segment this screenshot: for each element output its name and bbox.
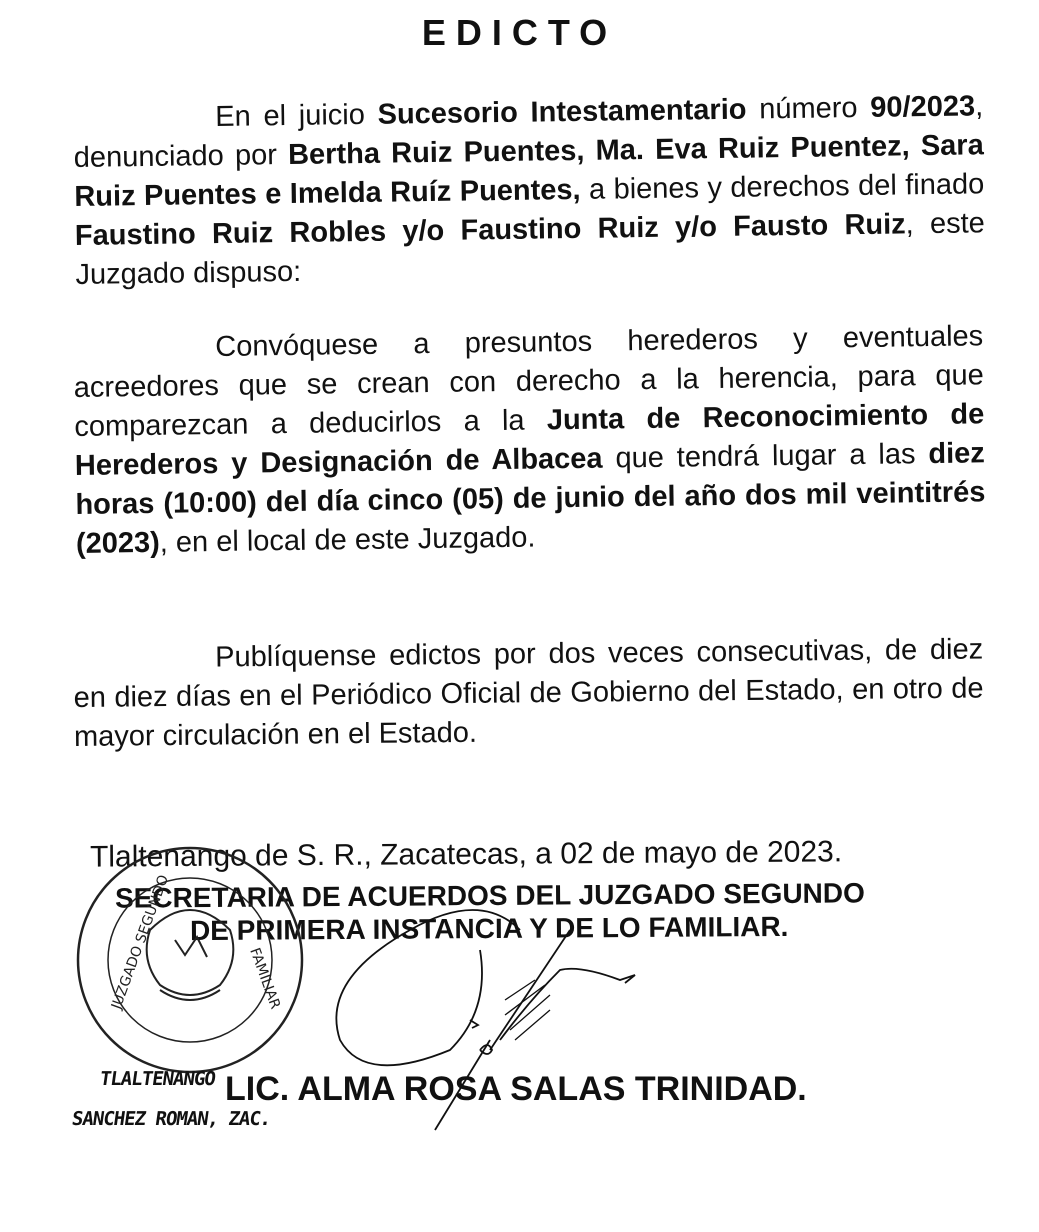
place-date: Tlaltenango de S. R., Zacatecas, a 02 de mayo de 2023.	[89, 835, 843, 874]
paragraph-publication: Publíquense edictos por dos veces consecutivas, de diez en diez días en el Periódico Oficial de Gobierno del Estado, en otro de mayor circulación en el Estado.	[73, 633, 984, 753]
case-number: 90/2023	[870, 90, 976, 124]
municipality-stamp-line2: SANCHEZ ROMAN, ZAC.	[70, 1108, 272, 1130]
document-title: EDICTO	[421, 12, 618, 53]
paragraph-case-intro: En el juicio Sucesorio Intestamentario número 90/2023, denunciado por Bertha Ruiz Puentes, Ma. Eva Ruiz Puentez, Sara Ruiz Puentes e Imelda Ruíz Puentes, a bienes y derechos del finado Faustino Ruiz Robles y/o Faustino Ruiz y/o Fausto Ruiz, este Juzgado dispuso:	[73, 90, 986, 291]
hearing-datetime: diez horas (10:00) del día cinco (05) de junio del año dos mil veintitrés (2023)	[75, 437, 986, 560]
case-type: Sucesorio Intestamentario	[377, 93, 747, 131]
signer-name: LIC. ALMA ROSA SALAS TRINIDAD.	[225, 1070, 807, 1108]
hearing-name: Junta de Reconocimiento de Herederos y Designación de Albacea	[74, 398, 985, 482]
seal-text-right: FAMILIAR	[246, 945, 284, 1012]
secretary-title-line1: SECRETARIA DE ACUERDOS DEL JUZGADO SEGUNDO	[114, 877, 865, 914]
paragraph-convocation: Convóquese a presuntos herederos y eventuales acreedores que se crean con derecho a la herencia, para que comparezcan a deducirlos a la Junta de Reconocimiento de Herederos y Designación de Albacea que tendrá lugar a las diez horas (10:00) del día cinco (05) de junio del año dos mil veintitrés (2023), en el local de este Juzgado.	[73, 320, 986, 560]
seal-text-left: JUZGADO SEGUNDO	[108, 872, 173, 1012]
municipality-stamp-line1: TLALTENANGO	[98, 1068, 217, 1090]
claimants: Bertha Ruiz Puentes, Ma. Eva Ruiz Puentez, Sara Ruiz Puentes e Imelda Ruíz Puentes,	[74, 129, 984, 213]
deceased-name: Faustino Ruiz Robles y/o Faustino Ruiz y/o Fausto Ruiz	[74, 208, 906, 252]
secretary-title-line2: DE PRIMERA INSTANCIA Y DE LO FAMILIAR.	[189, 910, 789, 947]
